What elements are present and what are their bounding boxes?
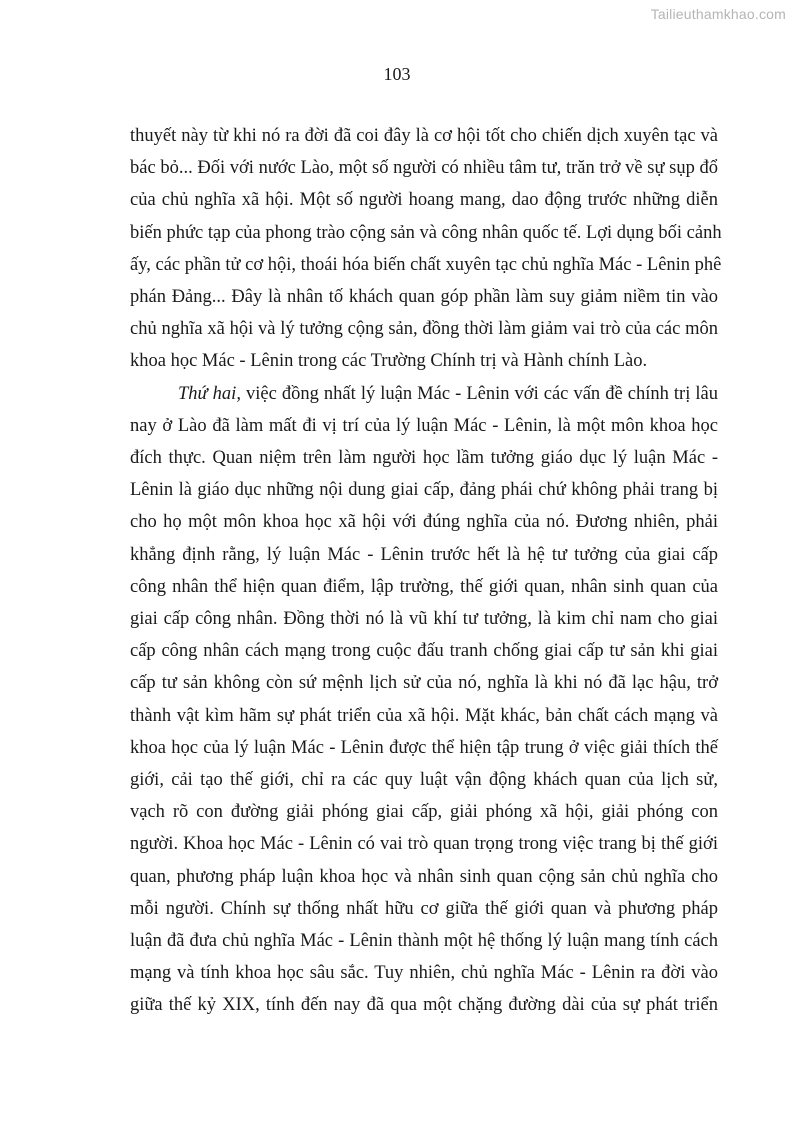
paragraph-1: [130, 120, 722, 378]
text-line: giữa thế kỷ XIX, tính đến nay đã qua một chặng đường dài của sự phát triển: [130, 995, 718, 1016]
text-line: biến phức tạp của phong trào cộng sản và công nhân quốc tế. Lợi dụng bối cảnh: [130, 222, 722, 243]
text-line: ấy, các phần tử cơ hội, thoái hóa biến chất xuyên tạc chủ nghĩa Mác - Lênin phê: [130, 254, 722, 275]
text-line: đích thực. Quan niệm trên làm người học lầm tưởng giáo dục lý luận Mác -: [130, 448, 718, 469]
text-line: giai cấp công nhân. Đồng thời nó là vũ khí tư tưởng, là kim chỉ nam cho giai: [130, 609, 718, 630]
text-line: người. Khoa học Mác - Lênin có vai trò quan trọng trong việc trang bị thế giới: [130, 834, 718, 855]
text-line: khoa học của lý luận Mác - Lênin được thể hiện tập trung ở việc giải thích thế: [130, 737, 718, 758]
text-line: thuyết này từ khi nó ra đời đã coi đây là cơ hội tốt cho chiến dịch xuyên tạc và: [130, 126, 718, 146]
text-line: nay ở Lào đã làm mất đi vị trí của lý luận Mác - Lênin, là một môn khoa học: [130, 415, 718, 436]
text-line: thành vật kìm hãm sự phát triển của xã hội. Mặt khác, bản chất cách mạng và: [130, 705, 718, 726]
text-line: giới, cải tạo thế giới, chỉ ra các quy luật vận động khách quan của lịch sử,: [130, 770, 718, 791]
text-line: bác bỏ... Đối với nước Lào, một số người có nhiều tâm tư, trăn trở về sự sụp đổ: [130, 158, 718, 179]
page-number: 103: [383, 64, 411, 84]
text-line: mạng và tính khoa học sâu sắc. Tuy nhiên, chủ nghĩa Mác - Lênin ra đời vào: [130, 963, 718, 984]
text-line: Lênin là giáo dục những nội dung giai cấp, đảng phái chứ không phải trang bị: [130, 480, 718, 501]
text-line: khẳng định rằng, lý luận Mác - Lênin trước hết là hệ tư tưởng của giai cấp: [130, 544, 718, 565]
text-line: chủ nghĩa xã hội và lý tưởng cộng sản, đồng thời làm giảm vai trò của các môn: [130, 319, 718, 340]
text-line: quan, phương pháp luận khoa học và nhân sinh quan cộng sản chủ nghĩa cho: [130, 866, 718, 887]
text-line: cấp công nhân cách mạng trong cuộc đấu tranh chống giai cấp tư sản khi giai: [130, 641, 718, 662]
document-body: [130, 120, 722, 1022]
text-line: vạch rõ con đường giải phóng giai cấp, giải phóng xã hội, giải phóng con: [130, 802, 718, 823]
text-line: công nhân thể hiện quan điểm, lập trường, thế giới quan, nhân sinh quan của: [130, 576, 718, 597]
text-line: phán Đảng... Đây là nhân tố khách quan góp phần làm suy giảm niềm tin vào: [130, 287, 718, 308]
watermark-text: Tailieuthamkhao.com: [650, 6, 786, 22]
text-line: luận đã đưa chủ nghĩa Mác - Lênin thành một hệ thống lý luận mang tính cách: [130, 931, 718, 952]
first-line-rest: việc đồng nhất lý luận Mác - Lênin với các vấn đề chính trị lâu: [240, 383, 718, 404]
text-line-first: [130, 378, 718, 410]
text-line: cấp tư sản không còn sứ mệnh lịch sử của nó, nghĩa là khi nó đã lạc hậu, trở: [130, 673, 718, 694]
text-line: cho họ một môn khoa học xã hội với đúng nghĩa của nó. Đương nhiên, phải: [130, 512, 718, 533]
text-line: mỗi người. Chính sự thống nhất hữu cơ giữa thế giới quan và phương pháp: [130, 898, 718, 919]
text-line: khoa học Mác - Lênin trong các Trường Chính trị và Hành chính Lào.: [130, 351, 648, 372]
italic-lead: Thứ hai,: [178, 383, 241, 404]
paragraph-2: [130, 378, 718, 1022]
text-line: của chủ nghĩa xã hội. Một số người hoang mang, dao động trước những diễn: [130, 190, 718, 211]
